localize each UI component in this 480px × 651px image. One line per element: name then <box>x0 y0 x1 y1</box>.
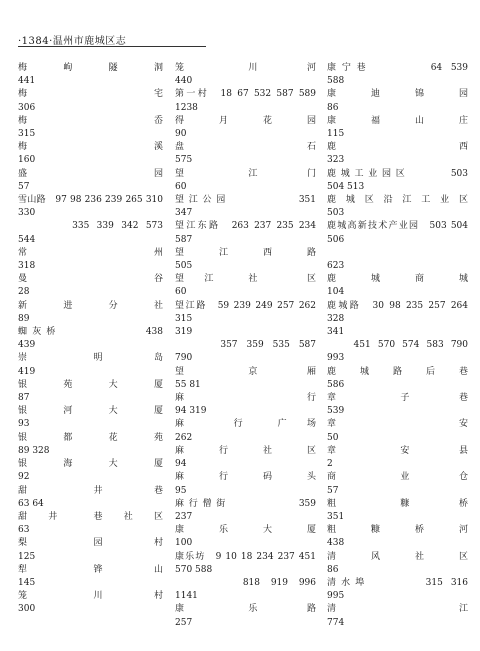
index-entry-term: 望 江 西 路 <box>175 247 316 258</box>
index-entry <box>327 300 468 340</box>
index-entry <box>327 115 468 141</box>
index-entry <box>175 577 316 603</box>
index-entry-term: 麻 行 码 头 <box>175 472 316 483</box>
index-entry <box>18 590 163 616</box>
index-entry <box>18 194 163 220</box>
index-entry-pages: 100 <box>175 538 193 549</box>
index-entry-term: 新 进 分 社 <box>18 300 163 311</box>
index-entry-term: 盘 石 <box>175 142 316 153</box>
index-entry-term: 笼 川 村 <box>18 591 163 602</box>
index-entry-term: 梨 园 村 <box>18 538 163 549</box>
index-entry-term: 银 河 大 厦 <box>18 406 163 417</box>
index-entry <box>18 432 163 458</box>
index-entry-term <box>327 247 468 260</box>
index-entry-pages: 89 328 <box>18 445 50 456</box>
index-entry-term: 粗 糠 桥 <box>327 498 468 509</box>
index-entry <box>18 326 163 352</box>
index-entry-pages: 539 <box>327 406 345 417</box>
index-entry <box>18 485 163 511</box>
index-entry <box>327 603 468 629</box>
index-entry <box>18 168 163 194</box>
index-entry-term: 雪山路 97 98 236 239 265 310 <box>18 195 163 206</box>
index-entry-term: 银 都 花 苑 <box>18 432 163 443</box>
index-entry <box>18 141 163 167</box>
index-entry-pages: 300 <box>18 604 36 615</box>
index-entry-term: 粗 糠 桥 河 <box>327 525 468 536</box>
index-entry <box>175 366 316 392</box>
index-entry <box>327 498 468 524</box>
index-entry-pages: 60 <box>175 181 187 192</box>
index-entry <box>327 524 468 550</box>
index-entry <box>327 141 468 167</box>
index-entry-pages: 63 64 <box>18 498 44 509</box>
index-entry-pages: 790 <box>175 353 193 364</box>
index-entry <box>175 141 316 167</box>
index-entry <box>18 115 163 141</box>
index-entry-term: 崇 明 岛 <box>18 353 163 364</box>
index-entry-term: 鹿 城 商 城 <box>327 274 468 285</box>
index-entry-pages: 995 <box>327 591 345 602</box>
index-entry <box>18 62 163 88</box>
index-entry-pages: 262 <box>175 432 193 443</box>
index-entry-term: 818 919 996 <box>175 577 316 588</box>
index-entry <box>18 537 163 563</box>
index-entry-term: 鹿城工业园区 503 <box>327 168 468 179</box>
index-entry-pages: 330 <box>18 208 36 219</box>
index-entry-term: 康 福 山 庄 <box>327 115 468 126</box>
index-entry <box>327 366 468 392</box>
index-entry-pages: 50 <box>327 432 339 443</box>
index-entry <box>18 458 163 484</box>
index-entry <box>327 88 468 114</box>
index-entry-pages: 439 <box>18 340 36 351</box>
index-entry-pages: 115 <box>327 129 345 140</box>
index-entry <box>18 405 163 431</box>
index-entry <box>18 247 163 273</box>
index-entry <box>175 418 316 444</box>
index-entry-term: 鹿城区沿江工业区 <box>327 195 468 206</box>
index-entry-term: 康 迪 锦 园 <box>327 89 468 100</box>
index-entry <box>175 62 316 88</box>
index-entry <box>327 551 468 577</box>
index-column-2 <box>175 62 316 630</box>
index-entry-term: 麻行僧街 359 <box>175 498 316 509</box>
index-entry <box>18 220 163 246</box>
index-entry-pages: 440 <box>175 76 193 87</box>
index-entry <box>175 115 316 141</box>
index-entry-term: 甜 井 巷 社 区 <box>18 511 163 522</box>
index-entry <box>175 445 316 471</box>
index-entry-term: 银 海 大 厦 <box>18 459 163 470</box>
index-entry-pages: 623 <box>327 261 345 272</box>
index-entry-pages: 86 <box>327 564 339 575</box>
index-entry-pages: 505 <box>175 261 193 272</box>
index-entry <box>327 339 468 365</box>
index-entry-term: 望江公园 351 <box>175 195 316 206</box>
index-entry-term: 麻 行 社 区 <box>175 445 316 456</box>
index-entry <box>18 511 163 537</box>
index-entry-pages: 503 <box>327 208 345 219</box>
index-entry-term: 梅 岣 隧 洞 <box>18 63 163 73</box>
index-entry <box>175 220 316 246</box>
index-entry-pages: 60 <box>175 287 187 298</box>
index-entry-pages: 323 <box>327 155 345 166</box>
index-entry-term: 蜘灰桥 438 <box>18 327 163 338</box>
index-entry-pages: 104 <box>327 287 345 298</box>
index-entry-term: 梅 宅 <box>18 89 163 100</box>
index-entry-pages: 237 <box>175 511 193 522</box>
index-entry <box>327 445 468 471</box>
index-entry-pages: 94 319 <box>175 406 207 417</box>
index-entry <box>175 273 316 299</box>
index-entry-term: 清水埠 315 316 <box>327 577 468 588</box>
index-entry <box>327 273 468 299</box>
index-entry-pages: 57 <box>327 485 339 496</box>
index-entry-term: 麻 行 广 场 <box>175 419 316 430</box>
index-entry-pages: 774 <box>327 617 345 628</box>
index-entry-term: 康 乐 路 <box>175 604 316 615</box>
index-entry <box>327 418 468 444</box>
index-entry-pages: 438 <box>327 538 345 549</box>
index-entry-pages: 57 <box>18 181 30 192</box>
index-entry <box>175 168 316 194</box>
index-entry <box>18 273 163 299</box>
index-entry-term: 鹿 城 路 后 巷 <box>327 366 468 377</box>
index-entry <box>327 577 468 603</box>
index-entry-pages: 92 <box>18 472 30 483</box>
index-entry-pages: 95 <box>175 485 187 496</box>
index-entry <box>18 300 163 326</box>
index-entry-term: 望 京 厢 <box>175 366 316 377</box>
index-entry <box>327 247 468 273</box>
index-entry-term: 笼 川 河 <box>175 63 316 73</box>
index-entry-pages: 347 <box>175 208 193 219</box>
index-entry-term: 章 安 <box>327 419 468 430</box>
index-entry-term: 335 339 342 573 <box>18 221 163 232</box>
index-entry-term: 梅 溪 <box>18 142 163 153</box>
page-header: ·1384·温州市鹿城区志 <box>18 36 127 47</box>
index-entry <box>18 352 163 378</box>
index-entry <box>327 194 468 220</box>
index-entry-pages: 586 <box>327 379 345 390</box>
index-entry-pages: 306 <box>18 102 36 113</box>
index-entry-pages: 441 <box>18 76 36 87</box>
index-entry-term: 451 570 574 583 790 <box>327 340 468 351</box>
index-entry <box>175 498 316 524</box>
index-entry <box>18 564 163 590</box>
index-entry-pages: 319 <box>175 327 193 338</box>
index-entry <box>175 524 316 550</box>
index-entry <box>175 247 316 273</box>
index-entry-term: 银 苑 大 厦 <box>18 379 163 390</box>
index-entry-term: 康宁巷 64 539 <box>327 63 468 73</box>
index-entry-term: 357 359 535 587 <box>175 340 316 351</box>
index-entry-pages: 419 <box>18 366 36 377</box>
index-entry-term: 犁 铧 山 <box>18 564 163 575</box>
index-entry-pages: 1141 <box>175 591 198 602</box>
index-entry-pages: 315 <box>18 129 36 140</box>
index-entry-pages: 145 <box>18 577 36 588</box>
index-entry-pages: 588 <box>327 76 345 87</box>
index-entry <box>175 194 316 220</box>
index-entry-pages: 544 <box>18 234 36 245</box>
index-entry-pages: 257 <box>175 617 193 628</box>
index-entry-term: 鹿 西 <box>327 142 468 153</box>
index-entry-term: 得 月 花 园 <box>175 115 316 126</box>
index-entry-pages: 93 <box>18 419 30 430</box>
index-entry <box>175 603 316 629</box>
index-entry-term: 商 业 仓 <box>327 472 468 483</box>
index-entry-term: 鹿城高新技术产业园 503 504 <box>327 221 468 232</box>
index-entry-pages: 993 <box>327 353 345 364</box>
index-entry-pages: 87 <box>18 393 30 404</box>
index-entry-pages: 318 <box>18 261 36 272</box>
index-entry-term: 望 江 门 <box>175 168 316 179</box>
index-entry-pages: 28 <box>18 287 30 298</box>
index-entry-pages: 341 <box>327 327 345 338</box>
index-entry-term: 望江路 59 239 249 257 262 315 <box>175 300 316 324</box>
index-entry-pages: 2 <box>327 459 333 470</box>
index-entry-term: 清 风 社 区 <box>327 551 468 562</box>
index-entry-term: 鹿城路 30 98 235 257 264 328 <box>327 300 468 324</box>
index-entry-pages: 351 <box>327 511 345 522</box>
index-column-1 <box>18 62 163 617</box>
index-entry-term: 望江东路 263 237 235 234 <box>175 221 316 232</box>
index-entry <box>175 88 316 114</box>
index-entry-pages: 86 <box>327 102 339 113</box>
index-entry <box>327 220 468 246</box>
index-entry-pages: 89 <box>18 313 30 324</box>
index-entry-pages: 1238 <box>175 102 198 113</box>
index-entry <box>18 88 163 114</box>
index-entry-pages: 575 <box>175 155 193 166</box>
index-entry-pages: 94 <box>175 459 187 470</box>
index-entry-pages: 63 <box>18 525 30 536</box>
index-entry-term: 曼 谷 <box>18 274 163 285</box>
index-entry <box>175 392 316 418</box>
index-column-3 <box>327 62 468 630</box>
index-entry-term: 章 安 县 <box>327 445 468 456</box>
index-entry-term: 第一村 18 67 532 587 589 <box>175 89 316 100</box>
index-entry-term: 盛 园 <box>18 168 163 179</box>
index-entry-pages: 587 <box>175 234 193 245</box>
index-entry <box>175 339 316 365</box>
index-entry-pages: 506 <box>327 234 345 245</box>
index-entry <box>327 471 468 497</box>
index-entry-term: 常 州 <box>18 247 163 258</box>
index-entry-term: 甜 井 巷 <box>18 485 163 496</box>
index-entry-pages: 504 513 <box>327 181 365 192</box>
index-entry-term: 梅 岙 <box>18 115 163 126</box>
index-entry <box>175 551 316 577</box>
index-entry-pages: 55 81 <box>175 379 201 390</box>
index-entry-term: 康乐坊 9 10 18 234 237 451 <box>175 551 316 562</box>
index-entry <box>175 471 316 497</box>
index-entry-term: 康 乐 大 厦 <box>175 525 316 536</box>
index-entry-pages: 125 <box>18 551 36 562</box>
index-entry-pages: 160 <box>18 155 36 166</box>
index-entry-pages: 90 <box>175 129 187 140</box>
index-entry <box>327 62 468 88</box>
index-entry-term: 清 江 <box>327 604 468 615</box>
index-entry <box>327 168 468 194</box>
index-entry-term: 章 子 巷 <box>327 393 468 404</box>
index-entry <box>327 392 468 418</box>
index-entry-term: 麻 行 <box>175 393 316 404</box>
index-entry-term: 望 江 社 区 <box>175 274 316 285</box>
header-rule <box>18 46 206 47</box>
index-entry <box>18 379 163 405</box>
index-entry-pages: 570 588 <box>175 564 213 575</box>
index-entry <box>175 300 316 340</box>
